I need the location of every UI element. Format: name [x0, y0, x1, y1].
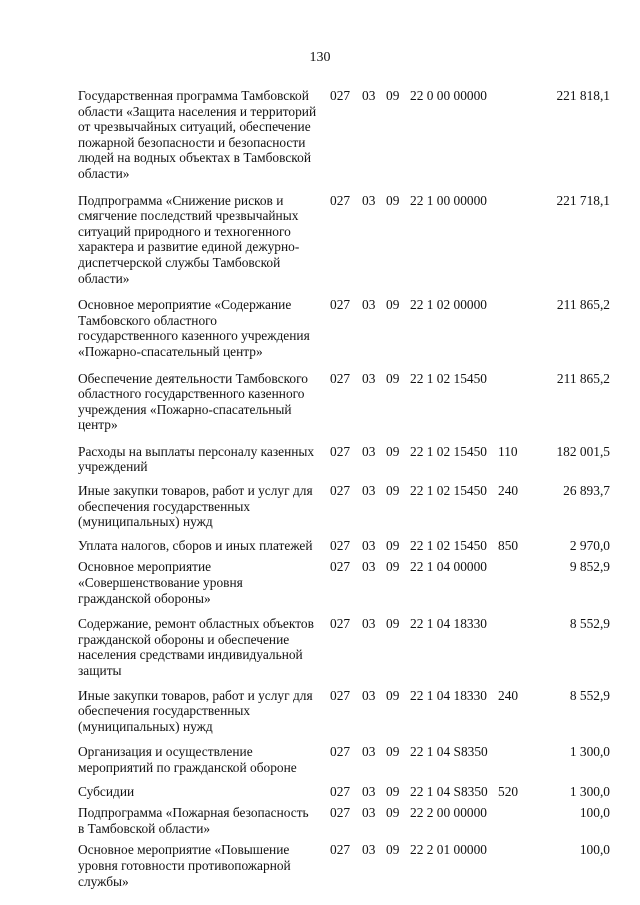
- amount: 100,0: [579, 842, 610, 858]
- table-row: [78, 371, 618, 433]
- section-code: 03: [362, 744, 376, 760]
- amount: 182 001,5: [556, 443, 610, 459]
- amount: 211 865,2: [556, 370, 610, 386]
- amount: 2 970,0: [569, 537, 610, 553]
- amount: 8 552,9: [569, 616, 610, 632]
- row-name: Организация и осуществление мероприятий по гражданской обороне: [78, 744, 297, 775]
- section-code: 03: [362, 805, 376, 821]
- target-article-code: 22 0 00 00000: [410, 88, 487, 103]
- table-row: [78, 538, 618, 554]
- table-row: [78, 88, 618, 182]
- target-article-code: 22 1 02 15450: [410, 537, 487, 553]
- table-row: [78, 444, 618, 475]
- amount: 1 300,0: [569, 783, 610, 799]
- row-name: Содержание, ремонт областных объектов гражданской обороны и обеспечение населения средствами индивидуальной защиты: [78, 616, 314, 678]
- row-name: Субсидии: [78, 783, 135, 799]
- ministry-code: 027: [330, 537, 351, 553]
- target-article-code: 22 1 02 15450: [410, 443, 487, 459]
- target-article-code: 22 1 04 18330: [410, 687, 487, 703]
- row-name: Подпрограмма «Снижение рисков и смягчение последствий чрезвычайных ситуаций природного и техногенного характера и развитие единой дежурно-диспетчерской службы Тамбовской области»: [78, 192, 300, 286]
- table-row: [78, 805, 618, 836]
- amount: 100,0: [579, 805, 610, 821]
- subsection-code: 09: [386, 443, 400, 459]
- section-code: 03: [362, 192, 376, 208]
- ministry-code: 027: [330, 744, 351, 760]
- subsection-code: 09: [386, 842, 400, 858]
- section-code: 03: [362, 537, 376, 553]
- section-code: 03: [362, 88, 376, 103]
- section-code: 03: [362, 559, 376, 575]
- table-row: [78, 193, 618, 287]
- row-name: Иные закупки товаров, работ и услуг для обеспечения государственных (муниципальных) нужд: [78, 687, 313, 734]
- section-code: 03: [362, 687, 376, 703]
- table-row: [78, 842, 618, 889]
- amount: 9 852,9: [569, 559, 610, 575]
- table-row: [78, 297, 618, 359]
- row-name: Основное мероприятие «Повышение уровня готовности противопожарной службы»: [78, 842, 291, 889]
- target-article-code: 22 1 04 S8350: [410, 783, 488, 799]
- amount: 221 718,1: [556, 192, 610, 208]
- ministry-code: 027: [330, 559, 351, 575]
- amount: 26 893,7: [563, 483, 610, 499]
- amount: 211 865,2: [556, 297, 610, 313]
- ministry-code: 027: [330, 88, 351, 103]
- target-article-code: 22 1 04 00000: [410, 559, 487, 575]
- subsection-code: 09: [386, 370, 400, 386]
- table-row: [78, 688, 618, 735]
- subsection-code: 09: [386, 483, 400, 499]
- subsection-code: 09: [386, 297, 400, 313]
- row-name: Иные закупки товаров, работ и услуг для обеспечения государственных (муниципальных) нужд: [78, 483, 313, 530]
- ministry-code: 027: [330, 616, 351, 632]
- subsection-code: 09: [386, 805, 400, 821]
- table-row: [78, 616, 618, 678]
- row-name: Уплата налогов, сборов и иных платежей: [78, 537, 313, 553]
- target-article-code: 22 1 04 S8350: [410, 744, 488, 760]
- ministry-code: 027: [330, 370, 351, 386]
- ministry-code: 027: [330, 483, 351, 499]
- row-name: Основное мероприятие «Содержание Тамбовского областного государственного казенного учреждения «Пожарно-спасательный центр»: [78, 297, 310, 359]
- subsection-code: 09: [386, 616, 400, 632]
- target-article-code: 22 1 02 15450: [410, 370, 487, 386]
- ministry-code: 027: [330, 687, 351, 703]
- amount: 221 818,1: [556, 88, 610, 103]
- table-row: [78, 483, 618, 530]
- subsection-code: 09: [386, 537, 400, 553]
- ministry-code: 027: [330, 842, 351, 858]
- section-code: 03: [362, 842, 376, 858]
- section-code: 03: [362, 616, 376, 632]
- ministry-code: 027: [330, 443, 351, 459]
- expense-type-code: 110: [498, 443, 518, 459]
- section-code: 03: [362, 443, 376, 459]
- ministry-code: 027: [330, 192, 351, 208]
- expense-type-code: 240: [498, 483, 519, 499]
- target-article-code: 22 1 04 18330: [410, 616, 487, 632]
- section-code: 03: [362, 370, 376, 386]
- budget-table: [78, 88, 618, 889]
- table-row: [78, 784, 618, 800]
- ministry-code: 027: [330, 783, 351, 799]
- expense-type-code: 850: [498, 537, 519, 553]
- table-row: [78, 559, 618, 606]
- target-article-code: 22 2 01 00000: [410, 842, 487, 858]
- subsection-code: 09: [386, 744, 400, 760]
- target-article-code: 22 2 00 00000: [410, 805, 487, 821]
- target-article-code: 22 1 02 15450: [410, 483, 487, 499]
- amount: 1 300,0: [569, 744, 610, 760]
- amount: 8 552,9: [569, 687, 610, 703]
- section-code: 03: [362, 483, 376, 499]
- ministry-code: 027: [330, 297, 351, 313]
- subsection-code: 09: [386, 783, 400, 799]
- row-name: Подпрограмма «Пожарная безопасность в Тамбовской области»: [78, 805, 309, 836]
- row-name: Государственная программа Тамбовской области «Защита населения и территорий от чрезвычайных ситуаций, обеспечение пожарной безопасности и безопасности людей на водных объектах в Тамбовской области»: [78, 88, 317, 181]
- subsection-code: 09: [386, 559, 400, 575]
- target-article-code: 22 1 02 00000: [410, 297, 487, 313]
- target-article-code: 22 1 00 00000: [410, 192, 487, 208]
- subsection-code: 09: [386, 88, 400, 103]
- section-code: 03: [362, 297, 376, 313]
- row-name: Основное мероприятие «Совершенствование уровня гражданской обороны»: [78, 559, 243, 606]
- subsection-code: 09: [386, 192, 400, 208]
- expense-type-code: 240: [498, 687, 519, 703]
- table-row: [78, 744, 618, 775]
- row-name: Расходы на выплаты персоналу казенных учреждений: [78, 443, 315, 475]
- ministry-code: 027: [330, 805, 351, 821]
- page-number: 130: [309, 50, 331, 65]
- row-name: Обеспечение деятельности Тамбовского областного государственного казенного учреждения «Пожарно-спасательный центр»: [78, 370, 308, 433]
- subsection-code: 09: [386, 687, 400, 703]
- section-code: 03: [362, 783, 376, 799]
- expense-type-code: 520: [498, 783, 519, 799]
